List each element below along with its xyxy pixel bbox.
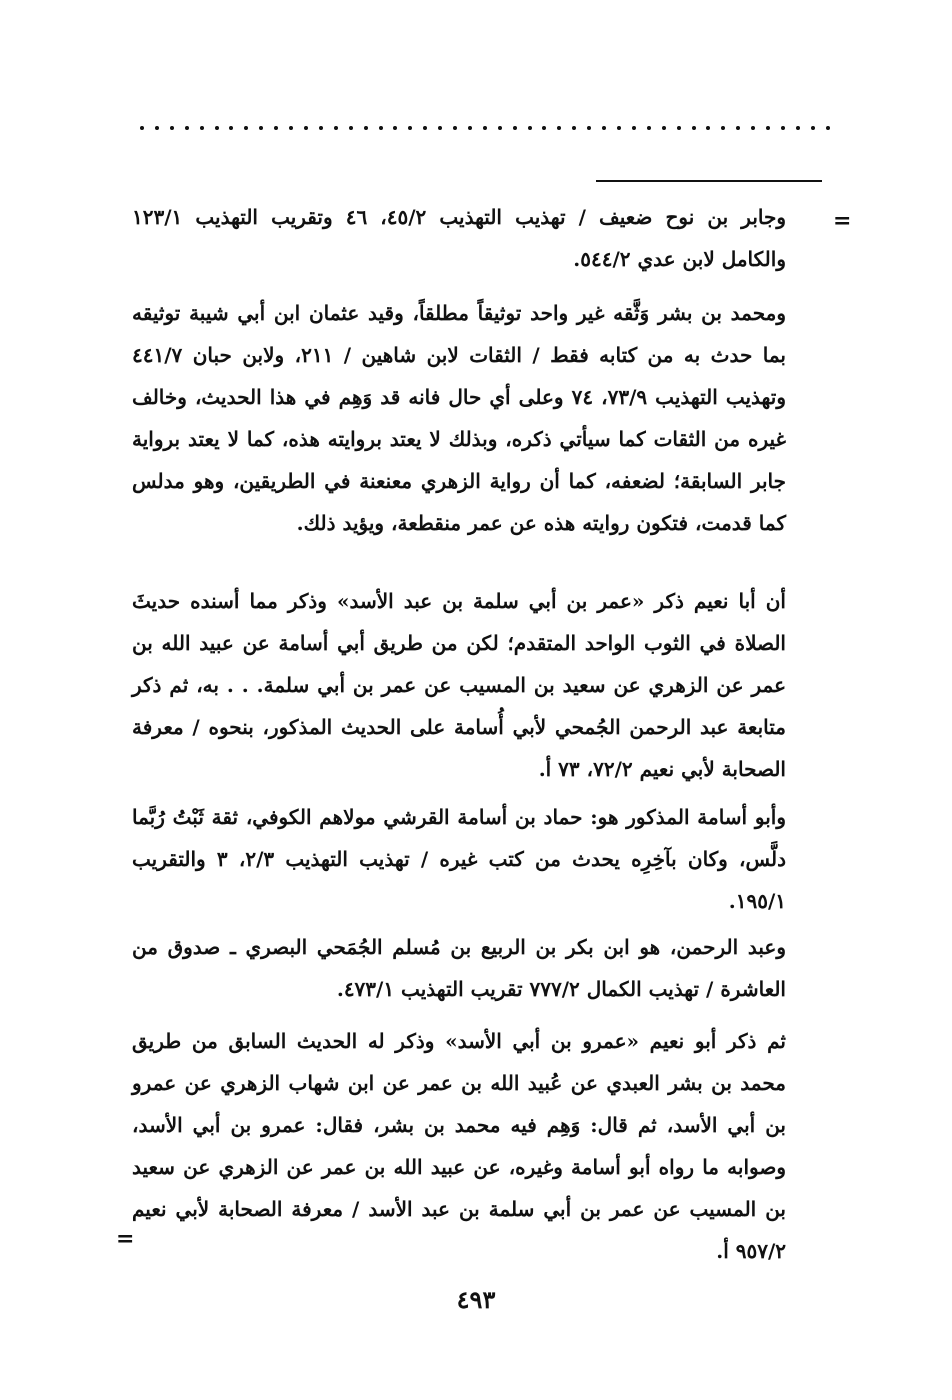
- paragraph-4: وأبو أسامة المذكور هو: حماد بن أسامة القرشي مولاهم الكوفي، ثقة ثَبْتُ رُبَّما دلَّس، وكان بآخِرِه يحدث من كتب غيره / تهذيب التهذيب ٢/٣، ٣ والتقريب ١٩٥/١.: [132, 805, 786, 913]
- continuation-mark-top: =: [833, 208, 852, 234]
- paragraph-5: وعبد الرحمن، هو ابن بكر بن الربيع بن مُسلم الجُمَحي البصري ـ صدوق من العاشرة / تهذيب الكمال ٧٧٧/٢ تقريب التهذيب ٤٧٣/١.: [132, 935, 786, 1001]
- dotted-separator: [140, 118, 830, 138]
- paragraph-6: ثم ذكر أبو نعيم «عمرو بن أبي الأسد» وذكر له الحديث السابق من طريق محمد بن بشر العبدي عن عُبيد الله بن عمر عن ابن شهاب الزهري عن عمرو بن أبي الأسد، ثم قال: وَهِم فيه محمد بن بشر، فقال: عمرو بن أبي الأسد، وصوابه ما رواه أبو أسامة وغيره، عن عبيد الله بن عمر عن الزهري عن سعيد بن المسيب عن عمر بن أبي سلمة بن عبد الأسد / معرفة الصحابة لأبي نعيم ٩٥٧/٢ أ.: [132, 1029, 786, 1263]
- paragraph-1: وجابر بن نوح ضعيف / تهذيب التهذيب ٤٥/٢، ٤٦ وتقريب التهذيب ١٢٣/١ والكامل لابن عدي ٥٤٤/٢.: [132, 205, 786, 271]
- footnote-rule: [596, 180, 822, 182]
- paragraph-3: أن أبا نعيم ذكر «عمر بن أبي سلمة بن عبد الأسد» وذكر مما أسنده حديثَ الصلاة في الثوب الواحد المتقدم؛ لكن من طريق أبي أسامة عن عبيد الله بن عمر عن الزهري عن سعيد بن المسيب عن عمر بن أبي سلمة. . . به، ثم ذكر متابعة عبد الرحمن الجُمحي لأبي أُسامة على الحديث المذكور، بنحوه / معرفة الصحابة لأبي نعيم ٧٢/٢، ٧٣ أ.: [132, 589, 786, 781]
- continuation-mark-bottom: =: [116, 1226, 135, 1252]
- page-number: ٤٩٣: [456, 1285, 496, 1314]
- paragraph-2: ومحمد بن بشر وَثَّقه غير واحد توثيقاً مطلقاً، وقيد عثمان ابن أبي شيبة توثيقه بما حدث به من كتابه فقط / الثقات لابن شاهين / ٢١١، ولابن حبان ٤٤١/٧ وتهذيب التهذيب ٧٣/٩، ٧٤ وعلى أي حال فانه قد وَهِم في هذا الحديث، وخالف غيره من الثقات كما سيأتي ذكره، وبذلك لا يعتد بروايته هذه، كما لا يعتد برواية جابر السابقة؛ لضعفه، كما أن رواية الزهري معنعنة في الطريقين، وهو مدلس كما قدمت، فتكون روايته هذه عن عمر منقطعة، ويؤيد ذلك.: [132, 301, 786, 535]
